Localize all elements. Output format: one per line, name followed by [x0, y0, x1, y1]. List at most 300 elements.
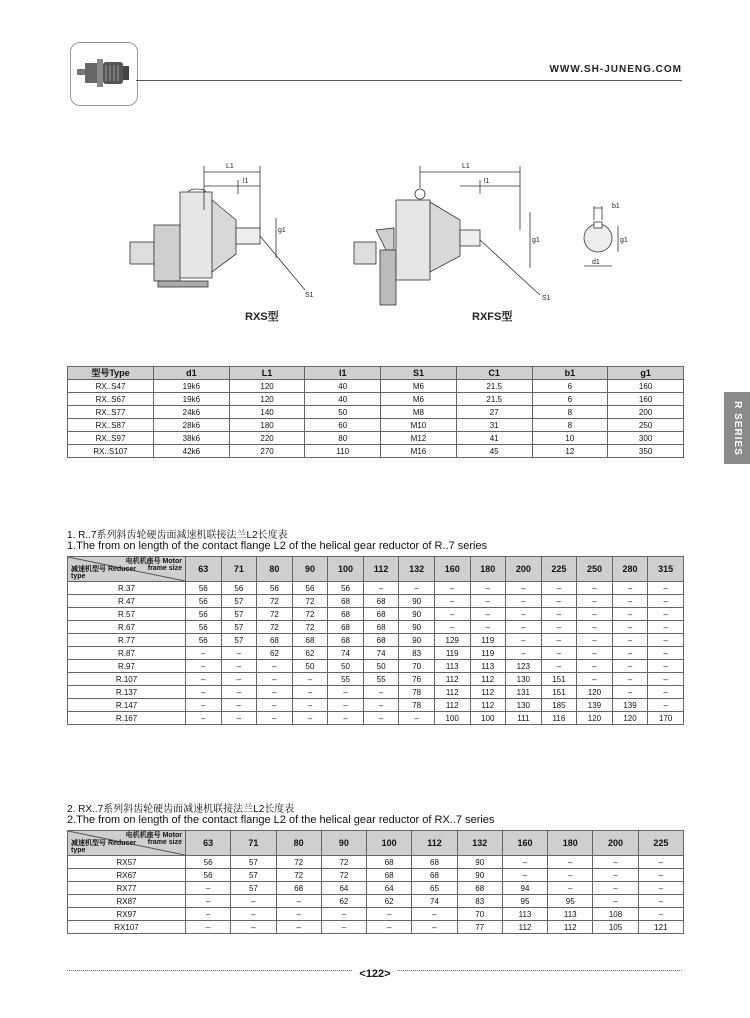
table-cell: – [506, 647, 542, 660]
table-cell: – [577, 621, 613, 634]
table-cell: – [257, 660, 293, 673]
table-cell: 68 [328, 608, 364, 621]
table-header-cell: 80 [276, 831, 321, 856]
table-cell: 72 [257, 621, 293, 634]
side-tab-label: R SERIES [731, 400, 743, 456]
table-cell: 151 [541, 673, 577, 686]
table-cell: 119 [470, 634, 506, 647]
table-cell: – [186, 686, 222, 699]
table-cell: 72 [292, 608, 328, 621]
table-cell: – [434, 595, 470, 608]
gear-reducer-icon [75, 53, 133, 93]
table-header-cell: S1 [381, 367, 457, 380]
table-cell: 123 [506, 660, 542, 673]
table-cell: – [548, 882, 593, 895]
table-row [68, 882, 684, 895]
table-cell: 111 [506, 712, 542, 725]
table-cell: 68 [328, 595, 364, 608]
table-cell: 74 [328, 647, 364, 660]
table-cell: – [577, 647, 613, 660]
table-cell: 62 [257, 647, 293, 660]
table-cell: 78 [399, 699, 435, 712]
table-cell: – [221, 647, 257, 660]
flange-length-table-rx7 [67, 830, 684, 934]
table-cell: – [412, 908, 457, 921]
table-cell: – [577, 608, 613, 621]
table-cell: R.107 [68, 673, 186, 686]
table-cell: 68 [367, 856, 412, 869]
table-cell: – [577, 673, 613, 686]
section2-title-en: 2.The from on length of the contact flange L2 of the helical gear reductor of RX..7 series [67, 814, 495, 826]
table-cell: R.37 [68, 582, 186, 595]
table-cell: 270 [229, 445, 305, 458]
table-cell: – [292, 699, 328, 712]
table-cell: 72 [292, 621, 328, 634]
table-cell: – [367, 908, 412, 921]
table-cell: RX87 [68, 895, 186, 908]
table-cell: M6 [381, 393, 457, 406]
table-cell: 68 [457, 882, 502, 895]
table-cell: 31 [456, 419, 532, 432]
table-header-cell: d1 [154, 367, 230, 380]
table-cell: 80 [305, 432, 381, 445]
table-cell: 90 [457, 869, 502, 882]
table-cell: 112 [470, 686, 506, 699]
table-row [68, 393, 684, 406]
table-header-cell: 132 [399, 557, 435, 582]
table-cell: 113 [434, 660, 470, 673]
table-cell: 116 [541, 712, 577, 725]
dim-label: l1 [243, 178, 249, 185]
table-header-cell: 280 [612, 557, 648, 582]
corner-header-cell [68, 831, 186, 856]
table-cell: – [221, 660, 257, 673]
table-cell: – [648, 634, 684, 647]
table-cell: 56 [186, 608, 222, 621]
table-cell: – [648, 660, 684, 673]
table-cell: 56 [186, 856, 231, 869]
table-cell: RX..S97 [68, 432, 154, 445]
table-cell: 6 [532, 393, 608, 406]
table-cell: – [186, 712, 222, 725]
dim-label: g1 [620, 237, 628, 244]
table-cell: 130 [506, 699, 542, 712]
table-row [68, 660, 684, 673]
table-cell: 56 [186, 621, 222, 634]
table-cell: – [593, 869, 638, 882]
table-header-cell: g1 [608, 367, 684, 380]
table-cell: 70 [457, 908, 502, 921]
table-cell: M12 [381, 432, 457, 445]
table-cell: 112 [548, 921, 593, 934]
table-cell: 21.5 [456, 380, 532, 393]
table-cell: – [593, 882, 638, 895]
table-header-cell: 180 [548, 831, 593, 856]
table-cell: 108 [593, 908, 638, 921]
table-cell: – [541, 595, 577, 608]
dim-label: g1 [278, 227, 286, 234]
table-cell: 72 [292, 595, 328, 608]
table-cell: – [367, 921, 412, 934]
table-cell: – [328, 699, 364, 712]
reducer-type-label: 减速机型号 Reducer type [71, 566, 136, 580]
table-cell: – [363, 712, 399, 725]
table-cell: – [541, 582, 577, 595]
table-row [68, 445, 684, 458]
table-row [68, 621, 684, 634]
table-cell: 68 [367, 869, 412, 882]
table-cell: 74 [363, 647, 399, 660]
table-cell: – [612, 647, 648, 660]
table-cell: 139 [577, 699, 613, 712]
table-cell: – [506, 582, 542, 595]
table-cell: – [506, 608, 542, 621]
rxfs-caption: RXFS型 [472, 311, 513, 323]
table-row [68, 419, 684, 432]
site-url[interactable]: WWW.SH-JUNENG.COM [549, 64, 682, 75]
table-cell: 68 [363, 608, 399, 621]
dim-label: g1 [532, 237, 540, 244]
dim-label: L1 [462, 163, 470, 170]
motor-frame-label: 电机机座号 Motor frame size [125, 558, 182, 572]
table-cell: 72 [276, 856, 321, 869]
table-cell: – [363, 582, 399, 595]
table-cell: 27 [456, 406, 532, 419]
table-cell: 68 [328, 634, 364, 647]
table-row [68, 380, 684, 393]
company-logo [70, 42, 138, 106]
table-cell: 119 [470, 647, 506, 660]
table-cell: 74 [412, 895, 457, 908]
table-cell: R.167 [68, 712, 186, 725]
table-cell: 62 [292, 647, 328, 660]
table-cell: 19k6 [154, 380, 230, 393]
table-cell: 120 [577, 686, 613, 699]
table-cell: – [506, 634, 542, 647]
table-header-cell: 63 [186, 831, 231, 856]
table-cell: – [648, 608, 684, 621]
table-cell: R.87 [68, 647, 186, 660]
table-row [68, 856, 684, 869]
table-cell: – [231, 895, 276, 908]
table-cell: 170 [648, 712, 684, 725]
table-header-cell: L1 [229, 367, 305, 380]
table-cell: – [612, 582, 648, 595]
table-cell: – [434, 582, 470, 595]
table-cell: – [548, 869, 593, 882]
table-cell: – [186, 882, 231, 895]
table-header-row [68, 831, 684, 856]
table-cell: R.137 [68, 686, 186, 699]
table-cell: – [257, 712, 293, 725]
table-cell: 100 [470, 712, 506, 725]
table-header-cell: 型号Type [68, 367, 154, 380]
table-cell: 250 [608, 419, 684, 432]
table-cell: RX..S107 [68, 445, 154, 458]
table-cell: 68 [363, 595, 399, 608]
table-cell: – [221, 712, 257, 725]
table-cell: 41 [456, 432, 532, 445]
table-cell: 56 [292, 582, 328, 595]
table-cell: – [186, 921, 231, 934]
table-cell: RX..S67 [68, 393, 154, 406]
table-row [68, 908, 684, 921]
table-cell: M8 [381, 406, 457, 419]
dim-label: d1 [592, 259, 600, 266]
table-cell: 90 [399, 634, 435, 647]
table-cell: – [292, 686, 328, 699]
table-cell: 120 [612, 712, 648, 725]
table-row [68, 712, 684, 725]
table-cell: 129 [434, 634, 470, 647]
table-cell: – [470, 595, 506, 608]
table-header-cell: 71 [231, 831, 276, 856]
table-cell: – [221, 699, 257, 712]
table-row [68, 921, 684, 934]
rxs-caption: RXS型 [245, 311, 279, 323]
dimension-table [67, 366, 684, 458]
table-cell: 120 [577, 712, 613, 725]
table-cell: 68 [276, 882, 321, 895]
table-header-cell: l1 [305, 367, 381, 380]
table-cell: – [638, 895, 683, 908]
table-cell: 121 [638, 921, 683, 934]
table-cell: – [612, 621, 648, 634]
table-cell: 57 [231, 856, 276, 869]
table-cell: 160 [608, 380, 684, 393]
table-header-cell: C1 [456, 367, 532, 380]
table-cell: 64 [367, 882, 412, 895]
table-cell: – [648, 673, 684, 686]
table-cell: 120 [229, 393, 305, 406]
table-header-cell: 315 [648, 557, 684, 582]
table-header-cell: 112 [363, 557, 399, 582]
table-cell: 57 [231, 882, 276, 895]
table-cell: – [231, 908, 276, 921]
table-header-cell: 225 [638, 831, 683, 856]
table-cell: – [577, 634, 613, 647]
table-row [68, 406, 684, 419]
table-cell: – [648, 699, 684, 712]
table-cell: – [399, 712, 435, 725]
flange-length-table-r7 [67, 556, 684, 725]
table-cell: – [186, 647, 222, 660]
table-cell: – [502, 869, 547, 882]
table-cell: – [638, 869, 683, 882]
table-cell: 72 [321, 856, 366, 869]
table-cell: 42k6 [154, 445, 230, 458]
dim-label: S1 [305, 292, 314, 299]
table-cell: 6 [532, 380, 608, 393]
table-cell: RX..S87 [68, 419, 154, 432]
table-cell: – [593, 895, 638, 908]
table-cell: – [276, 908, 321, 921]
table-row [68, 699, 684, 712]
table-cell: R.147 [68, 699, 186, 712]
table-cell: R.97 [68, 660, 186, 673]
table-cell: 68 [412, 869, 457, 882]
table-cell: 113 [502, 908, 547, 921]
table-cell: – [434, 621, 470, 634]
motor-frame-label: 电机机座号 Motor frame size [125, 832, 182, 846]
shaft-section-drawing [584, 206, 618, 266]
table-header-cell: 80 [257, 557, 293, 582]
table-cell: 65 [412, 882, 457, 895]
table-cell: – [231, 921, 276, 934]
table-cell: – [541, 647, 577, 660]
table-cell: 21.5 [456, 393, 532, 406]
technical-drawing [0, 150, 750, 330]
table-cell: 72 [321, 869, 366, 882]
table-header-row [68, 367, 684, 380]
table-cell: 76 [399, 673, 435, 686]
table-cell: – [257, 673, 293, 686]
table-cell: 64 [321, 882, 366, 895]
table-cell: 112 [434, 673, 470, 686]
table-header-cell: b1 [532, 367, 608, 380]
table-cell: 300 [608, 432, 684, 445]
table-cell: – [186, 908, 231, 921]
table-cell: 50 [292, 660, 328, 673]
table-cell: 57 [231, 869, 276, 882]
table-cell: M10 [381, 419, 457, 432]
table-cell: 77 [457, 921, 502, 934]
table-cell: – [577, 582, 613, 595]
table-cell: 12 [532, 445, 608, 458]
table-cell: – [612, 686, 648, 699]
table-header-cell: 100 [328, 557, 364, 582]
table-cell: 56 [328, 582, 364, 595]
table-cell: 50 [328, 660, 364, 673]
table-cell: 56 [186, 595, 222, 608]
table-cell: – [577, 660, 613, 673]
table-cell: R.77 [68, 634, 186, 647]
table-cell: 139 [612, 699, 648, 712]
table-header-cell: 160 [434, 557, 470, 582]
page-number [0, 964, 750, 982]
table-cell: – [506, 595, 542, 608]
table-cell: 57 [221, 634, 257, 647]
table-cell: 72 [276, 869, 321, 882]
table-cell: – [412, 921, 457, 934]
table-cell: 72 [257, 595, 293, 608]
corner-header-cell [68, 557, 186, 582]
table-cell: 78 [399, 686, 435, 699]
table-cell: 68 [328, 621, 364, 634]
table-cell: 28k6 [154, 419, 230, 432]
table-cell: RX57 [68, 856, 186, 869]
side-tab [724, 392, 750, 464]
table-cell: – [221, 686, 257, 699]
section2-title-cn: 2. RX..7系列斜齿轮硬齿面减速机联接法兰L2长度表 [67, 804, 295, 815]
table-cell: – [276, 895, 321, 908]
table-header-cell: 71 [221, 557, 257, 582]
table-cell: 119 [434, 647, 470, 660]
dim-label: l1 [484, 178, 490, 185]
table-cell: – [292, 673, 328, 686]
table-cell: – [612, 634, 648, 647]
table-cell: 83 [399, 647, 435, 660]
table-cell: 38k6 [154, 432, 230, 445]
table-cell: RX..S47 [68, 380, 154, 393]
table-header-cell: 180 [470, 557, 506, 582]
table-cell: 120 [229, 380, 305, 393]
table-cell: – [541, 660, 577, 673]
header-divider [136, 80, 682, 81]
table-cell: – [648, 647, 684, 660]
table-cell: 68 [363, 634, 399, 647]
table-cell: RX107 [68, 921, 186, 934]
table-cell: – [638, 908, 683, 921]
table-row [68, 869, 684, 882]
table-cell: – [221, 673, 257, 686]
table-row [68, 582, 684, 595]
table-cell: 112 [434, 699, 470, 712]
table-cell: R.57 [68, 608, 186, 621]
table-cell: 68 [412, 856, 457, 869]
table-cell: 70 [399, 660, 435, 673]
page-number-label: <122> [353, 968, 396, 980]
table-cell: 94 [502, 882, 547, 895]
table-cell: 90 [399, 621, 435, 634]
table-header-cell: 63 [186, 557, 222, 582]
table-header-cell: 132 [457, 831, 502, 856]
table-cell: – [292, 712, 328, 725]
table-header-cell: 200 [593, 831, 638, 856]
table-cell: 10 [532, 432, 608, 445]
table-cell: 40 [305, 393, 381, 406]
table-cell: – [612, 595, 648, 608]
table-cell: 50 [305, 406, 381, 419]
table-cell: 55 [363, 673, 399, 686]
table-cell: 8 [532, 419, 608, 432]
table-cell: – [593, 856, 638, 869]
table-cell: 57 [221, 595, 257, 608]
table-cell: – [541, 634, 577, 647]
table-header-cell: 90 [321, 831, 366, 856]
table-cell: 57 [221, 608, 257, 621]
table-cell: RX97 [68, 908, 186, 921]
table-header-cell: 160 [502, 831, 547, 856]
table-cell: – [257, 686, 293, 699]
table-cell: – [612, 673, 648, 686]
table-cell: – [577, 595, 613, 608]
table-cell: 95 [502, 895, 547, 908]
table-cell: 100 [434, 712, 470, 725]
table-cell: 350 [608, 445, 684, 458]
table-cell: 112 [470, 673, 506, 686]
table-cell: – [541, 608, 577, 621]
table-cell: – [328, 686, 364, 699]
table-cell: – [648, 621, 684, 634]
table-cell: – [399, 582, 435, 595]
table-cell: 62 [367, 895, 412, 908]
table-cell: – [612, 660, 648, 673]
table-header-cell: 200 [506, 557, 542, 582]
table-cell: 110 [305, 445, 381, 458]
table-cell: – [470, 621, 506, 634]
table-cell: – [506, 621, 542, 634]
table-header-cell: 225 [541, 557, 577, 582]
table-cell: 140 [229, 406, 305, 419]
table-header-cell: 90 [292, 557, 328, 582]
table-cell: 8 [532, 406, 608, 419]
table-cell: 160 [608, 393, 684, 406]
table-cell: M6 [381, 380, 457, 393]
table-cell: 180 [229, 419, 305, 432]
table-cell: – [186, 673, 222, 686]
table-cell: 185 [541, 699, 577, 712]
